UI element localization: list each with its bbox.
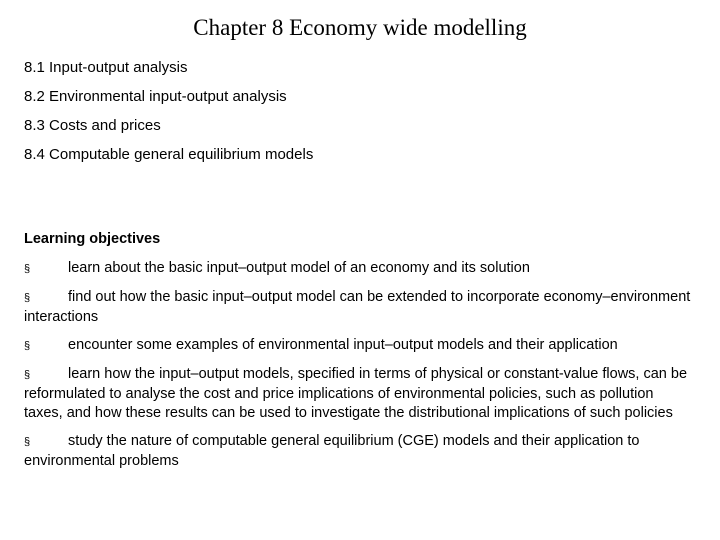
- objective-text: learn how the input–output models, specified in terms of physical or constant-value flows, can be reformulated to analyse the cost and price implications of environmental policies, such as pollution taxes, and how these results can be used to investigate the distributional implications of such policies: [24, 366, 688, 421]
- bullet-icon: §: [24, 263, 31, 275]
- objective-text: encounter some examples of environmental input–output models and their application: [68, 337, 618, 353]
- section-item: 8.3 Costs and prices: [24, 117, 161, 134]
- bullet-icon: §: [24, 292, 31, 304]
- bullet-icon: §: [24, 340, 31, 352]
- section-list: [24, 58, 704, 174]
- objective-item: [24, 432, 696, 471]
- objective-text: learn about the basic input–output model of an economy and its solution: [68, 260, 530, 276]
- objective-item: [24, 259, 696, 279]
- objectives-heading: Learning objectives: [24, 231, 161, 247]
- objective-item: [24, 365, 696, 423]
- objective-item: [24, 336, 696, 356]
- bullet-icon: §: [24, 436, 31, 448]
- bullet-icon: §: [24, 369, 31, 381]
- objective-item: [24, 288, 696, 327]
- section-item: 8.4 Computable general equilibrium models: [24, 146, 314, 163]
- learning-objectives: [24, 230, 696, 480]
- section-item: 8.2 Environmental input-output analysis: [24, 88, 287, 105]
- objective-text: find out how the basic input–output model can be extended to incorporate economy–environment interactions: [24, 289, 691, 325]
- objective-text: study the nature of computable general equilibrium (CGE) models and their application to environmental problems: [24, 433, 640, 469]
- slide-title: Chapter 8 Economy wide modelling: [193, 15, 527, 40]
- section-item: 8.1 Input-output analysis: [24, 59, 188, 76]
